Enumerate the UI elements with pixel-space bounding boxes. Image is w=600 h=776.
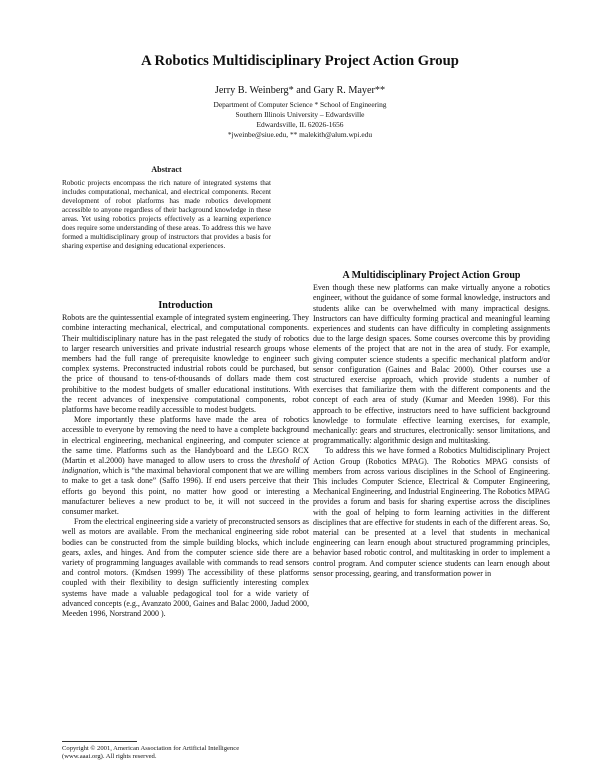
copyright-notice bbox=[62, 745, 309, 761]
paragraph-2-text-start: More importantly these platforms have made the area of robotics accessible to everyone by removing the need to have a complete background in electrical engineering, mechanical engineering, and computer science at the same time. Platforms such as the Handyboard and the LEGO RCX (Martin et al.2000) have managed to allow users to cross the bbox=[62, 415, 309, 466]
paper-title: A Robotics Multidisciplinary Project Action Group bbox=[141, 53, 459, 69]
mpag-heading: A Multidisciplinary Project Action Group bbox=[342, 270, 521, 281]
author-emails: *jweinbe@siue.edu, ** malekith@alum.wpi.edu bbox=[227, 130, 373, 139]
author-names: Jerry B. Weinberg* and Gary R. Mayer** bbox=[214, 85, 386, 96]
affiliation-department: Department of Computer Science * School of Engineering bbox=[213, 100, 387, 109]
abstract-text: Robotic projects encompass the rich nature of integrated systems that includes computational, mechanical, and electrical components. Recent development of robot platforms has made robotics development accessible to anyone regardless of their background knowledge in these areas. Yet using robotics projects effectively as a learning experience does require some understanding of these areas. To address this we have formed a multidisciplinary group of instructors that provides a basis for sharing expertise and designing educational experiences. bbox=[62, 178, 271, 250]
introduction-section bbox=[62, 301, 309, 619]
affiliation-address: Edwardsville, IL 62026-1656 bbox=[256, 120, 344, 129]
footnote-divider bbox=[62, 741, 137, 742]
copyright-line-1: Copyright © 2001, American Association for Artificial Intelligence bbox=[62, 745, 240, 752]
introduction-paragraph-3: From the electrical engineering side a variety of preconstructed sensors as well as motors are available. From the mechanical engineering side robot bodies can be constructed from the simple building blocks, which include gears, axles, and hinges. And from the computer science side there are a variety of programming languages available with commands to read sensors and control motors. (Kmdsen 1999) The accessibility of these platforms coupled with their flexibility to design sufficiently interesting complex systems have made a valuable pedagogical tool for a wide variety of advanced concepts (e.g., Avanzato 2000, Gaines and Balac 2000, Jadud 2000, Meeden 1996, Norstrand 2000 ). bbox=[62, 517, 309, 619]
mpag-section bbox=[313, 271, 550, 579]
introduction-paragraph-1: Robots are the quintessential example of integrated system engineering. They combine interacting mechanical, electrical, and computational components. Their multidisciplinary nature has in the past relegated the study of robotics to larger research universities and private industrial research groups whose members had the full range of prerequisite knowledge to engineer such complex systems. Preconstructed industrial robots could be purchased, but the price of thousand to tens-of-thousands of dollars made them cost prohibitive to the modest budgets of smaller educational institutions. With the recent advances of inexpensive computational components, robot platforms have become readily accessible to modest budgets. bbox=[62, 313, 309, 415]
abstract-heading: Abstract bbox=[151, 165, 182, 174]
paragraph-2-text-end: , which is “the maximal behavioral component that we are willing to make to get a task done” (Saffo 1996). If end users perceive that their efforts go beyond this point, no matter how good or interesting a manufacturer believes a new product to be, it will not succeed in the consumer market. bbox=[62, 466, 309, 517]
introduction-heading: Introduction bbox=[158, 300, 213, 311]
mpag-paragraph-1: Even though these new platforms can make virtually anyone a robotics engineer, without the guidance of some formal knowledge, instructors and students alike can be overwhelmed with many impractical designs. Instructors can have difficulty forming practical and meaningful learning experiences and students can have difficulty in completing assignments due to the large design spaces. Some courses overcome this by providing elements of the project that are not in the area of study. For example, giving computer science students a specific mechanical platform and/or sensor configuration (Gaines and Balac 2000). Other courses use a structured exercise approach, which provide students a number of exercises that familiarize them with the different components and the concept of each area of study (Kumar and Meeden 1998). For this approach to be effective, instructors need to have sufficient background knowledge to formulate effective learning exercises, for example, mechanically: gears and structures, electronically: sensor limitations, and programmatically: algorithmic design and multitasking. bbox=[313, 283, 550, 446]
threshold-term: threshold of indignation bbox=[62, 456, 309, 476]
abstract-section bbox=[62, 166, 271, 251]
mpag-paragraph-2: To address this we have formed a Robotics Multidisciplinary Project Action Group (Robotics MPAG). The Robotics MPAG consists of members from across various disciplines in the School of Engineering. This includes Computer Science, Electrical & Computer Engineering, Mechanical Engineering, and Industrial Engineering. The Robotics MPAG provides a forum and basis for sharing expertise across the disciplines with the goal of helping to form learning activities in the different disciplines that are effective for students in each of the different areas. So, material can be presented at a level that students in mechanical engineering can learn enough about structured programming principles, behavior based robotic control, and multitasking in order to implement a control program. And computer science students can learn enough about sensor processing, gearing, and transformation power in bbox=[313, 446, 550, 578]
introduction-paragraph-2 bbox=[62, 415, 309, 517]
affiliation-university: Southern Illinois University – Edwardsville bbox=[235, 110, 365, 119]
copyright-line-2: (www.aaai.org). All rights reserved. bbox=[62, 753, 157, 761]
